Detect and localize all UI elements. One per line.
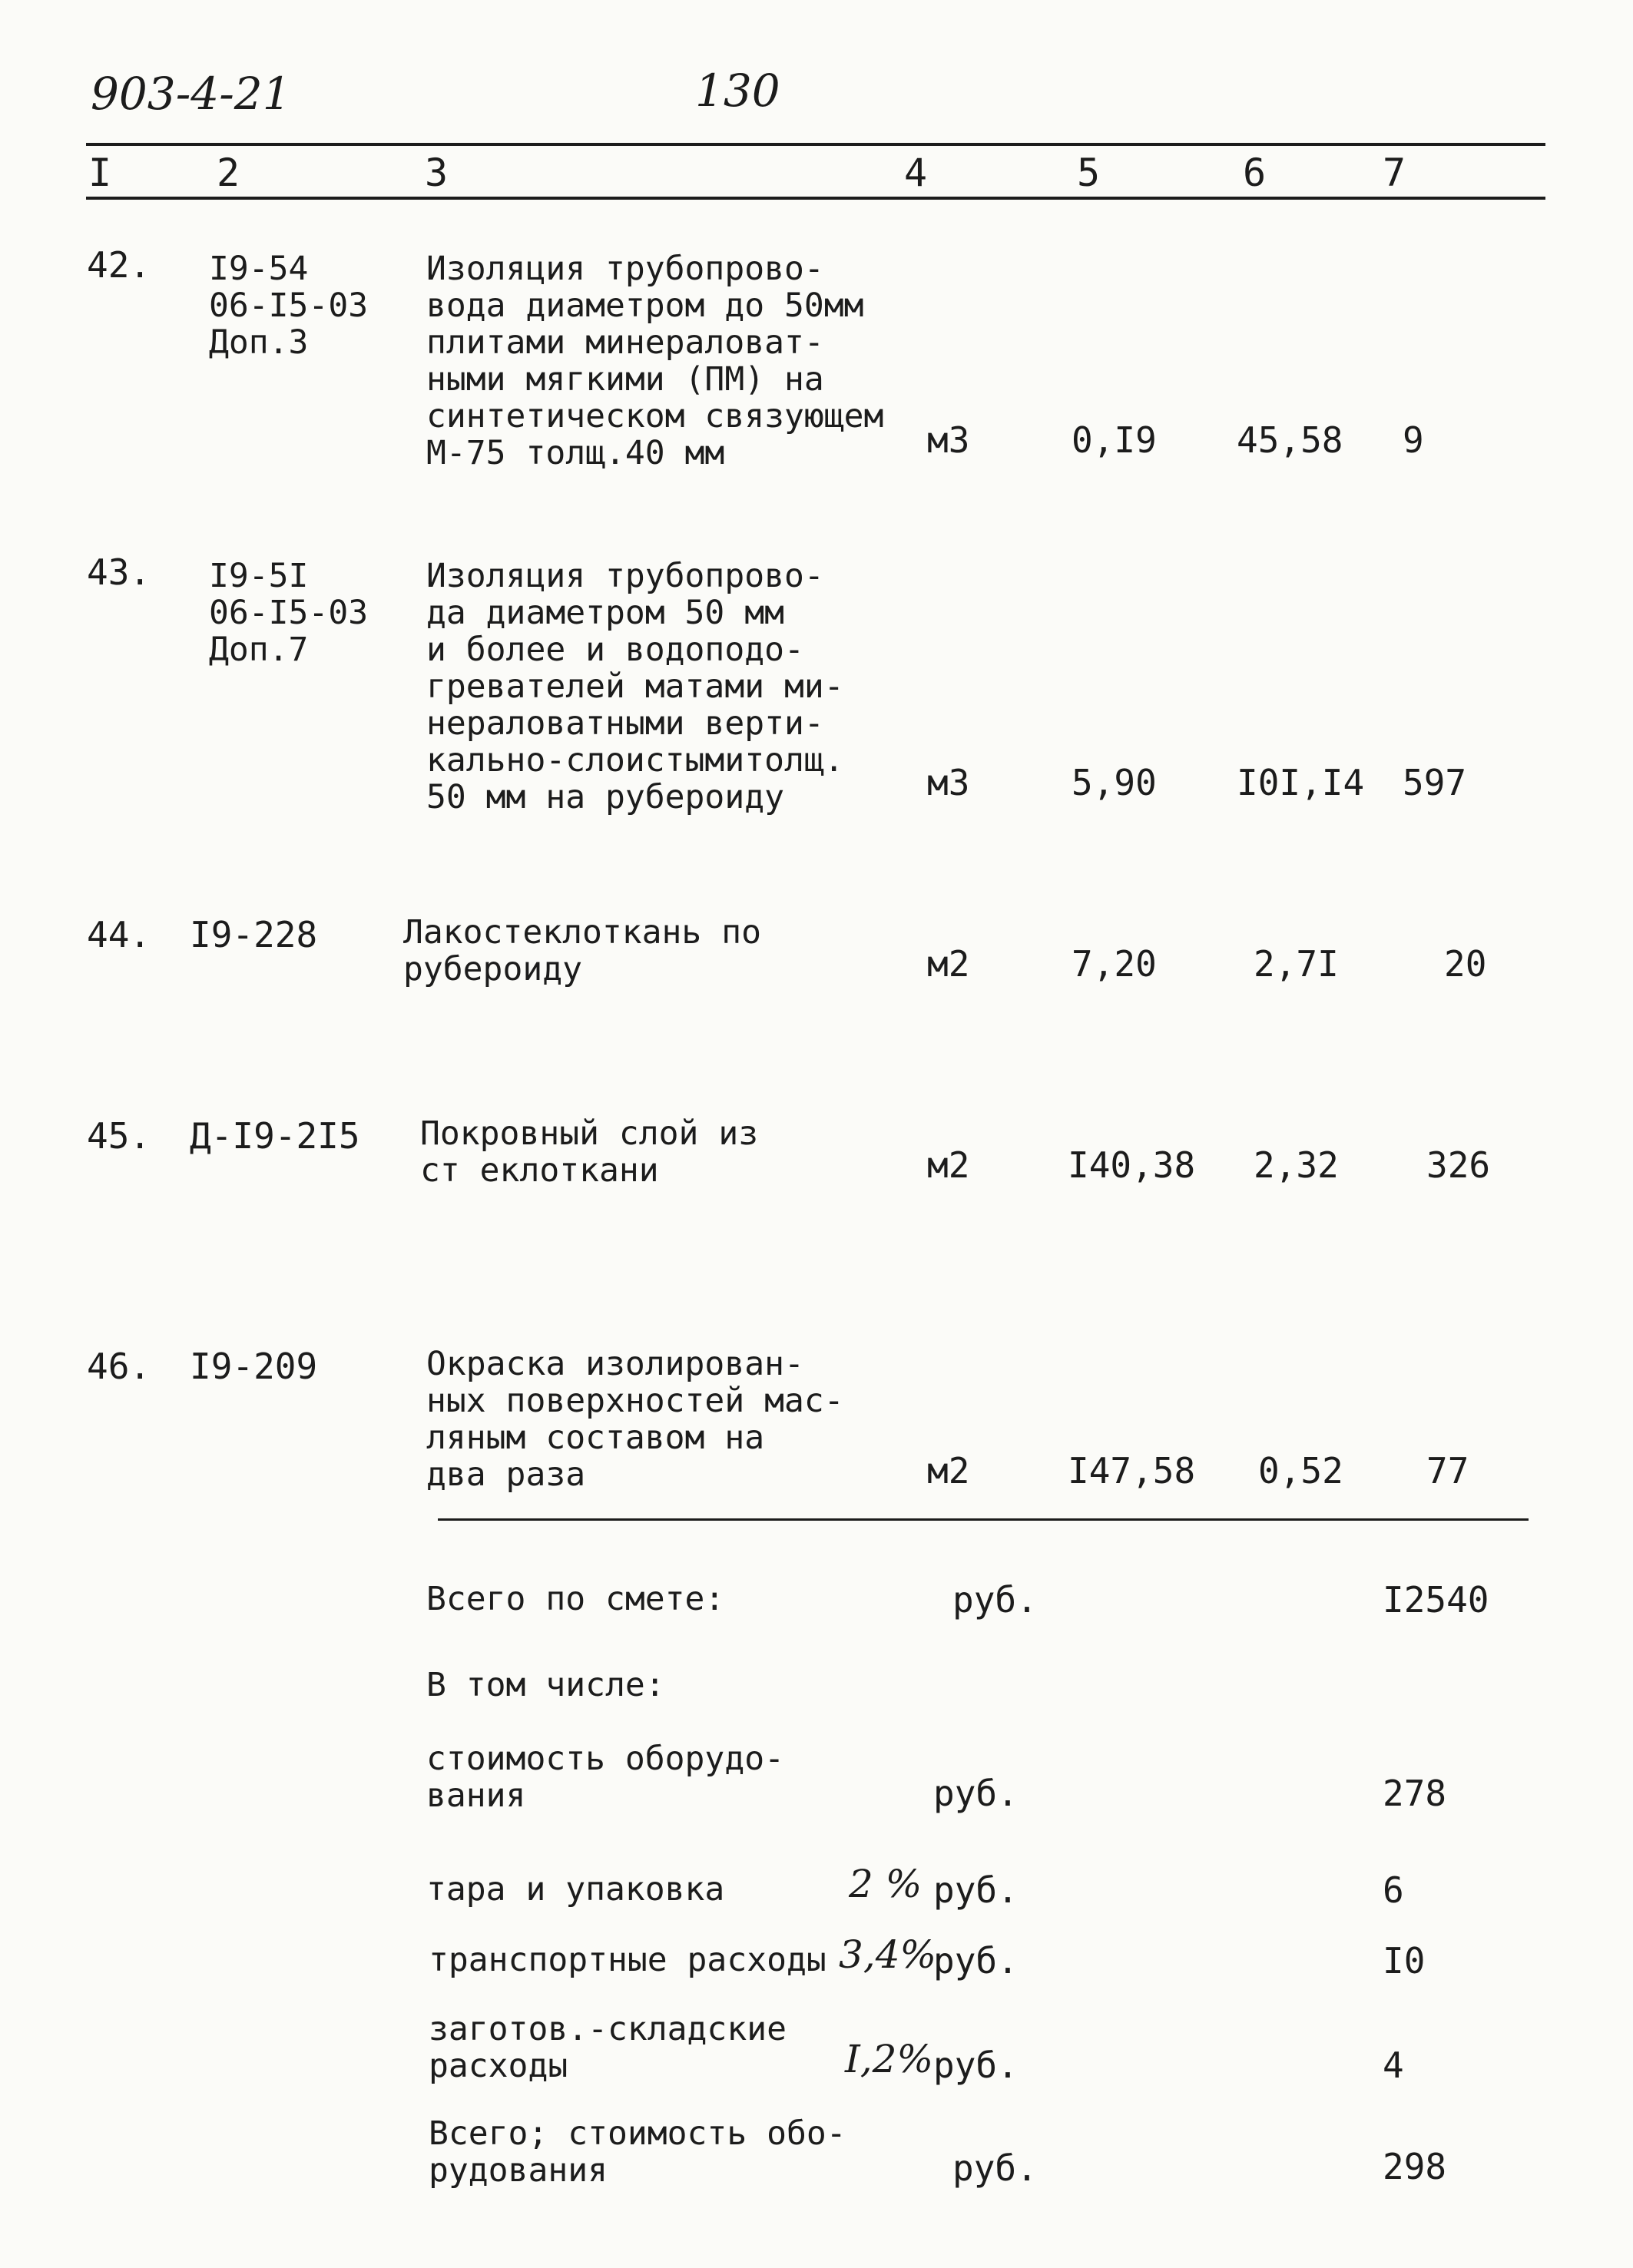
quantity: 7,20 (1072, 943, 1157, 985)
rate-code: I9-5I 06-I5-03 Доп.7 (209, 557, 369, 669)
grand-total-unit: руб. (952, 1579, 1038, 1621)
column-header-7: 7 (1383, 151, 1406, 195)
packing-label: тара и упаковка (426, 1870, 725, 1909)
packing-unit: руб. (933, 1869, 1019, 1911)
quantity: I47,58 (1068, 1450, 1196, 1492)
unit-price: 2,32 (1254, 1144, 1339, 1186)
column-header-5: 5 (1077, 151, 1101, 195)
row-number: 45. (87, 1115, 151, 1157)
unit: м2 (927, 943, 970, 985)
item-description: Окраска изолирован- ных поверхностей мас- ляным составом на два раза (426, 1345, 844, 1494)
header-top-rule (86, 143, 1545, 146)
row-number: 46. (87, 1346, 151, 1387)
total-cost: 326 (1426, 1144, 1491, 1186)
column-header-6: 6 (1243, 151, 1267, 195)
unit: м3 (927, 419, 970, 461)
rate-code: I9-209 (190, 1346, 318, 1387)
equipment-cost-label: стоимость оборудо- вания (426, 1740, 784, 1815)
row-number: 42. (87, 244, 151, 286)
equipment-total-label: Всего; стоимость обо- рудования (429, 2114, 846, 2190)
transport-label: транспортные расходы (429, 1941, 826, 1979)
unit: м2 (927, 1144, 970, 1186)
rate-code: Д-I9-2I5 (190, 1115, 360, 1157)
quantity: 5,90 (1072, 762, 1157, 803)
unit-price: I0I,I4 (1237, 762, 1365, 803)
unit-price: 0,52 (1258, 1450, 1343, 1492)
packing-percent: 2 % (849, 1862, 922, 1906)
total-cost: 77 (1426, 1450, 1469, 1492)
header-bottom-rule (86, 197, 1545, 200)
equipment-total-value: 298 (1383, 2146, 1447, 2187)
transport-unit: руб. (933, 1940, 1019, 1982)
rate-code: I9-54 06-I5-03 Доп.3 (209, 250, 369, 362)
unit-price: 2,7I (1254, 943, 1339, 985)
equipment-cost-unit: руб. (933, 1773, 1019, 1814)
item-description: Изоляция трубопрово- да диаметром 50 мм и более и водоподо- гревателей матами ми- нераловатными верти- кально-слоистымитолщ. 50 мм на рубероиду (426, 557, 844, 816)
storage-unit: руб. (933, 2045, 1019, 2086)
item-description: Изоляция трубопрово- вода диаметром до 50мм плитами минераловат- ными мягкими (ПМ) на синтетическом связующем М-75 толщ.40 мм (426, 250, 884, 472)
grand-total-value: I2540 (1383, 1579, 1489, 1621)
storage-percent: I,2% (845, 2037, 933, 2081)
unit: м2 (927, 1450, 970, 1492)
column-header-4: 4 (904, 151, 928, 195)
total-cost: 20 (1444, 943, 1487, 985)
unit: м3 (927, 762, 970, 803)
document-code: 903-4-21 (91, 68, 291, 120)
item-description: Покровный слой из ст еклоткани (420, 1114, 759, 1190)
total-cost: 9 (1403, 419, 1424, 461)
packing-value: 6 (1383, 1869, 1404, 1911)
equipment-total-unit: руб. (952, 2147, 1038, 2189)
quantity: 0,I9 (1072, 419, 1157, 461)
column-header-3: 3 (425, 151, 449, 195)
transport-value: I0 (1383, 1940, 1426, 1982)
item-description: Лакостеклоткань по рубероиду (403, 913, 761, 988)
storage-label: заготов.-складские расходы (429, 2010, 787, 2085)
table-end-rule (438, 1518, 1529, 1521)
total-cost: 597 (1403, 762, 1467, 803)
quantity: I40,38 (1068, 1144, 1196, 1186)
grand-total-label: Всего по смете: (426, 1580, 725, 1618)
including-label: В том числе: (426, 1666, 665, 1704)
page-number: 130 (695, 65, 780, 117)
row-number: 44. (87, 914, 151, 955)
column-header-1: I (88, 151, 112, 195)
transport-percent: 3,4% (839, 1932, 937, 1977)
column-header-2: 2 (217, 151, 240, 195)
rate-code: I9-228 (190, 914, 318, 955)
storage-value: 4 (1383, 2045, 1404, 2086)
row-number: 43. (87, 551, 151, 593)
unit-price: 45,58 (1237, 419, 1343, 461)
equipment-cost-value: 278 (1383, 1773, 1447, 1814)
